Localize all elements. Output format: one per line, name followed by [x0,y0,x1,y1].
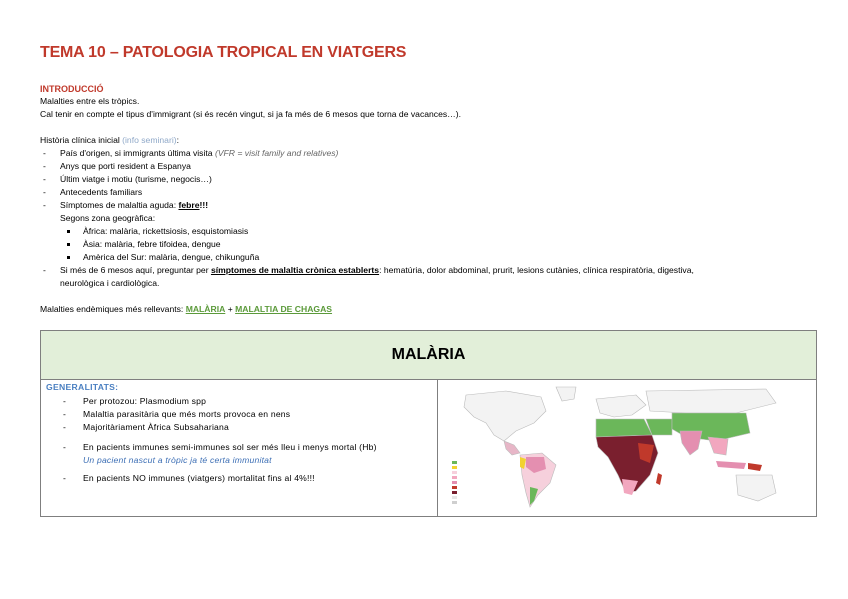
bullet-square [67,256,70,259]
geo-item: Amèrica del Sur: malària, dengue, chikunguña [83,252,260,262]
chronic-line-1 [60,265,694,276]
malaria-link[interactable]: MALÀRIA [185,304,226,314]
endemic-plus: + [225,304,236,314]
history-item [60,200,208,211]
dash-marker: - [43,148,46,158]
malaria-item: Per protozou: Plasmodium spp [83,396,207,406]
legend-swatch [452,491,457,494]
malaria-item: Malaltia parasitària que més morts provoca en nens [83,409,291,419]
malaria-item: Majoritàriament Àfrica Subsahariana [83,422,229,432]
history-note: (info seminari) [122,135,177,145]
history-item: Anys que porti resident a Espanya [60,161,191,171]
legend-swatch [452,501,457,504]
map-europe [596,395,646,417]
fever-emphasis: !!! [199,200,209,210]
history-item: Antecedents familiars [60,187,143,197]
dash-marker: - [43,174,46,184]
endemic-line [40,304,332,315]
map-new-guinea [748,463,762,471]
dash-marker: - [63,442,67,452]
chronic-line-2: neurològica i cardiològica. [60,278,160,288]
fever-keyword: febre [178,200,200,210]
geo-item: Àfrica: malària, rickettsiosis, esquistomiasis [83,226,249,236]
map-australia [736,475,776,501]
map-southeast-asia [708,437,728,455]
legend-swatch [452,471,457,474]
history-item-text: Símptomes de malaltia aguda: [60,200,179,210]
legend-swatch [452,461,457,464]
chronic-post: : hematúria, dolor abdominal, prurit, lesions cutànies, clínica respiratòria, digestiva, [379,265,694,275]
malaria-item: En pacients NO immunes (viatgers) mortalitat fins al 4%!!! [83,473,315,483]
immunity-note: Un pacient nascut a tròpic ja té certa immunitat [83,455,272,465]
map-central-america [504,441,520,455]
malaria-world-map [446,383,806,513]
history-colon: : [176,135,179,145]
history-item: Últim viatge i motiu (turisme, negocis…) [60,174,212,184]
geo-item: Àsia: malària, febre tifoidea, dengue [83,239,221,249]
dash-marker: - [63,422,67,432]
legend-swatch [452,466,457,469]
legend-swatch [452,476,457,479]
generalities-cell [41,379,438,516]
history-heading [40,135,179,146]
dash-marker: - [63,396,67,406]
malaria-item: En pacients immunes semi-immunes sol ser més lleu i menys mortal (Hb) [83,442,377,452]
intro-line-2: Cal tenir en compte el tipus d'immigrant (si és recén vingut, si ja fa més de 6 mesos que torna de vacances…). [40,109,462,119]
intro-line-1: Malalties entre els tròpics. [40,96,140,106]
malaria-table [40,330,817,517]
dash-marker: - [43,187,46,197]
bullet-square [67,230,70,233]
map-north-america [464,391,546,441]
page-title: TEMA 10 – PATOLOGIA TROPICAL EN VIATGERS [40,44,407,61]
legend-swatch [452,486,457,489]
dash-marker: - [43,265,46,275]
map-madagascar [656,473,662,485]
malaria-heading: MALÀRIA [41,331,816,380]
endemic-pre: Malalties endèmiques més rellevants: [40,304,186,314]
bullet-square [67,243,70,246]
map-indonesia [716,461,746,469]
history-item-text: País d'origen, si immigrants última visita [60,148,215,158]
chagas-link[interactable]: MALALTIA DE CHAGAS [235,304,333,314]
geo-label: Segons zona geogràfica: [60,213,156,223]
intro-heading: INTRODUCCIÓ [40,84,104,94]
legend-swatch [452,481,457,484]
history-item-italic: (VFR = visit family and relatives) [214,148,339,158]
dash-marker: - [43,161,46,171]
dash-marker: - [63,473,67,483]
dash-marker: - [43,200,46,210]
history-label: Història clínica inicial [40,135,120,145]
generalities-label: GENERALITATS: [46,382,119,392]
chronic-pre: Si més de 6 mesos aquí, preguntar per [60,265,211,275]
dash-marker: - [63,409,67,419]
map-north-africa [596,419,652,437]
map-india [680,431,702,455]
history-item [60,148,338,159]
map-north-asia [646,389,776,413]
legend-swatch [452,496,457,499]
chronic-keyword: símptomes de malaltia crònica establerts [210,265,380,275]
map-greenland [556,387,576,401]
